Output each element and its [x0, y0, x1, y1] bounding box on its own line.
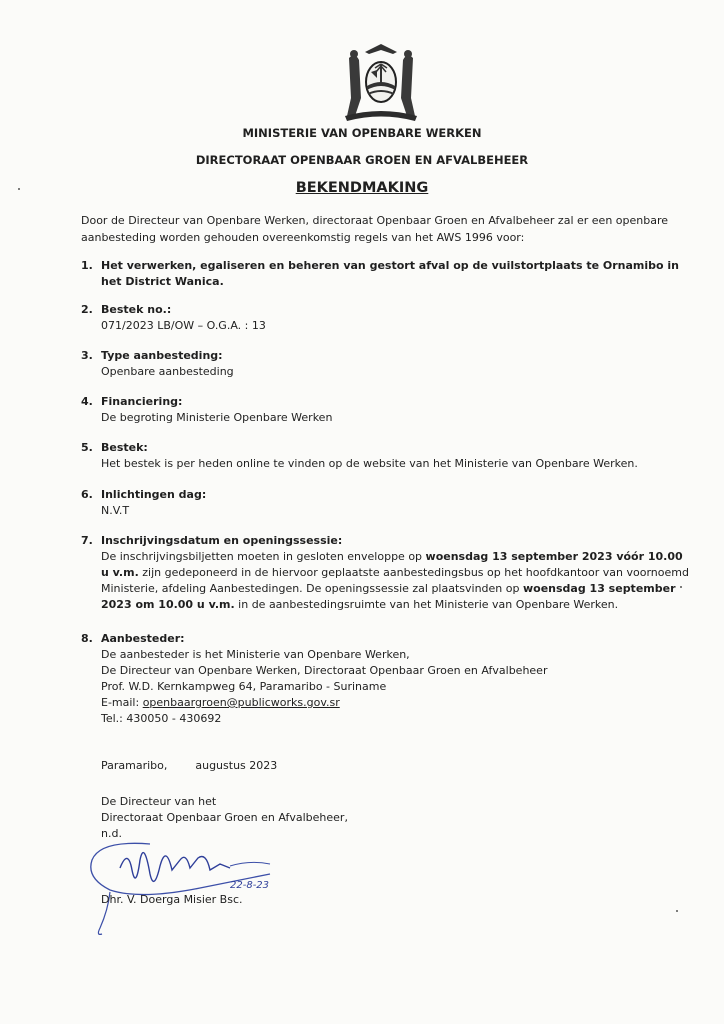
item-text: De inschrijvingsbiljetten moeten in gesloten enveloppe op woensdag 13 september 2023 vóór 10.00 u v.m. zijn gedeponeerd in de hiervoor geplaatste aanbestedingsbus op het hoofdkantoor van voornoemd Ministerie, afdeling Aanbestedingen. De openingssessie zal plaatsvinden op woensdag 13 september 2023 om 10.00 u v.m. in de aanbestedingsruimte van het Ministerie van Openbare Werken. — [101, 550, 689, 611]
handwritten-signature — [80, 830, 300, 940]
phone-line: Tel.: 430050 - 430692 — [101, 712, 222, 725]
list-item — [81, 348, 691, 380]
item-number: 7. — [81, 534, 93, 547]
list-item — [81, 487, 691, 519]
list-item — [81, 302, 691, 334]
item-number: 1. — [81, 259, 93, 272]
item-label: Aanbesteder: — [101, 632, 185, 645]
scan-speck — [18, 188, 20, 190]
coat-of-arms-emblem — [335, 38, 427, 122]
closing-line: Directoraat Openbaar Groen en Afvalbeheer, — [101, 811, 348, 824]
list-item — [81, 533, 691, 613]
item-text: 071/2023 LB/OW – O.G.A. : 13 — [101, 319, 266, 332]
item-label: Inlichtingen dag: — [101, 488, 207, 501]
item-number: 8. — [81, 632, 93, 645]
closing-line: De Directeur van het — [101, 795, 217, 808]
item-label: Financiering: — [101, 395, 183, 408]
item-number: 5. — [81, 441, 93, 454]
item-label: Bestek no.: — [101, 303, 172, 316]
item-number: 2. — [81, 303, 93, 316]
scan-speck — [680, 586, 682, 588]
scan-speck — [676, 910, 678, 912]
item-text: Openbare aanbesteding — [101, 365, 234, 378]
item-text: De begroting Ministerie Openbare Werken — [101, 411, 333, 424]
ministry-heading: MINISTERIE VAN OPENBARE WERKEN — [242, 126, 482, 140]
intro-paragraph: Door de Directeur van Openbare Werken, directoraat Openbaar Groen en Afvalbeheer zal er een openbare aanbesteding worden gehouden overeenkomstig regels van het AWS 1996 voor: — [81, 214, 669, 244]
contractor-line: De aanbesteder is het Ministerie van Openbare Werken, — [101, 648, 410, 661]
item-label: Het verwerken, egaliseren en beheren van gestort afval op de vuilstortplaats te Ornamibo in het District Wanica. — [101, 259, 679, 288]
item-number: 3. — [81, 349, 93, 362]
list-item — [81, 394, 691, 426]
email-line: E-mail: openbaargroen@publicworks.gov.sr — [101, 696, 340, 709]
list-item — [81, 258, 691, 290]
item-number: 4. — [81, 395, 93, 408]
closing-line: n.d. — [101, 827, 122, 840]
deadline-text: woensdag 13 september 2023 vóór 10.00 u v.m. — [101, 550, 683, 579]
item-text: Het bestek is per heden online te vinden op de website van het Ministerie van Openbare Werken. — [101, 457, 638, 470]
directorate-heading: DIRECTORAAT OPENBAAR GROEN EN AFVALBEHEER — [195, 153, 529, 167]
address-line: Prof. W.D. Kernkampweg 64, Paramaribo - Suriname — [101, 680, 387, 693]
item-label: Inschrijvingsdatum en openingssessie: — [101, 534, 343, 547]
item-label: Type aanbesteding: — [101, 349, 223, 362]
item-text: N.V.T — [101, 504, 130, 517]
place-date: Paramaribo, augustus 2023 — [101, 759, 278, 772]
contractor-line: De Directeur van Openbare Werken, Directoraat Openbaar Groen en Afvalbeheer — [101, 664, 548, 677]
item-number: 6. — [81, 488, 93, 501]
list-item — [81, 631, 691, 727]
signer-name: Dhr. V. Doerga Misier Bsc. — [101, 893, 243, 906]
svg-text:22-8-23: 22-8-23 — [230, 880, 270, 891]
item-label: Bestek: — [101, 441, 148, 454]
document-title: BEKENDMAKING — [295, 180, 429, 196]
email-link[interactable]: openbaargroen@publicworks.gov.sr — [142, 696, 340, 709]
list-item — [81, 440, 691, 472]
opening-session-text: woensdag 13 september 2023 om 10.00 u v.m. — [101, 582, 676, 611]
